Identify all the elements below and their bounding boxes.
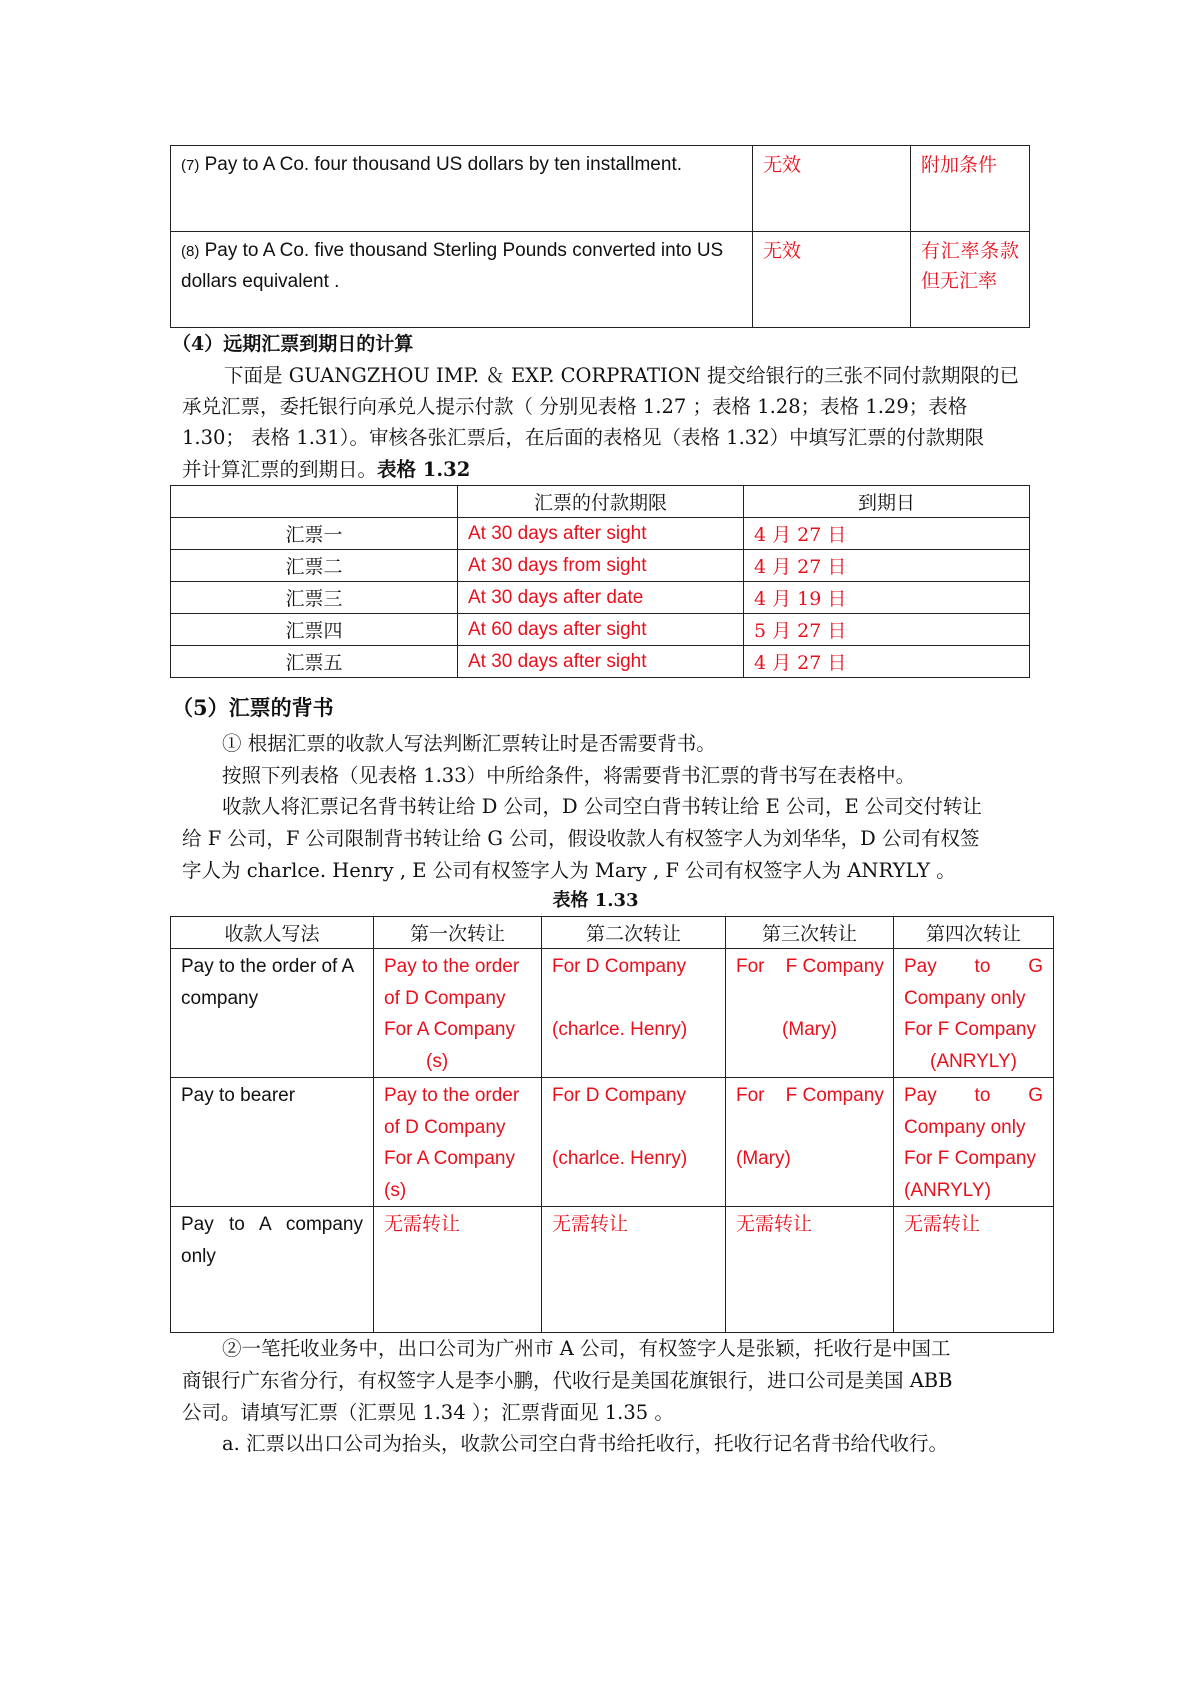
- payee-cell: Pay to bearer: [181, 1085, 296, 1106]
- header-tenor: 汇票的付款期限: [458, 486, 744, 518]
- section-5-heading: （5）汇票的背书: [172, 695, 334, 720]
- third-transfer-cell: For F Company (Mary): [736, 956, 884, 1040]
- draft-due-date: 4 月 27 日: [744, 646, 1030, 678]
- payee-cell: Pay to the order of A company: [181, 956, 355, 1009]
- table-row: [171, 614, 1030, 646]
- item-number: (8): [181, 243, 200, 260]
- first-transfer-cell: Pay to the order of D Company For A Company (s): [384, 1085, 520, 1201]
- table-row: [171, 949, 1054, 1078]
- draft-name: 汇票三: [171, 582, 458, 614]
- header-fourth-transfer: 第四次转让: [894, 917, 1054, 949]
- item-number: (7): [181, 157, 200, 174]
- header-first-transfer: 第一次转让: [374, 917, 542, 949]
- draft-name: 汇票五: [171, 646, 458, 678]
- validity-answer: 无效: [763, 154, 802, 176]
- second-transfer-cell: For D Company (charlce. Henry): [552, 956, 688, 1040]
- section-4-line-3: 1.30； 表格 1.31）。审核各张汇票后，在后面的表格见（表格 1.32）中填写汇票的付款期限: [182, 426, 985, 449]
- maturity-table: [170, 485, 1030, 678]
- table-header-row: [171, 486, 1030, 518]
- section-6-line-4: a. 汇票以出口公司为抬头，收款公司空白背书给托收行，托收行记名背书给代收行。: [222, 1432, 949, 1455]
- second-transfer-cell: For D Company (charlce. Henry): [552, 1085, 688, 1169]
- section-6-line-2: 商银行广东省分行，有权签字人是李小鹏，代收行是美国花旗银行，进口公司是美国 ABB: [182, 1369, 953, 1392]
- draft-tenor: At 30 days after sight: [458, 646, 744, 678]
- reason-answer: 有汇率条款但无汇率: [921, 240, 1019, 292]
- section-4-heading: （4）远期汇票到期日的计算: [172, 333, 414, 355]
- section-5-line-4: 给 F 公司，F 公司限制背书转让给 G 公司，假设收款人有权签字人为刘华华，D 公司有权签: [182, 827, 980, 850]
- header-second-transfer: 第二次转让: [542, 917, 726, 949]
- section-5-line-1: ① 根据汇票的收款人写法判断汇票转让时是否需要背书。: [222, 732, 716, 755]
- draft-due-date: 4 月 19 日: [744, 582, 1030, 614]
- section-4-line-1: 下面是 GUANGZHOU IMP. ＆ EXP. CORPRATION 提交给银行的三张不同付款期限的已: [224, 364, 1019, 387]
- table-header-row: [171, 917, 1054, 949]
- section-6-line-3: 公司。请填写汇票（汇票见 1.34 ）；汇票背面见 1.35 。: [182, 1401, 674, 1424]
- table-row: [171, 232, 1030, 328]
- fourth-transfer-cell: 无需转让: [904, 1213, 981, 1235]
- header-payee: 收款人写法: [171, 917, 374, 949]
- table-133-label: 表格 1.33: [552, 890, 639, 911]
- payee-cell: Pay to A company only: [181, 1214, 363, 1267]
- draft-due-date: 4 月 27 日: [744, 518, 1030, 550]
- endorsement-table: [170, 916, 1054, 1333]
- draft-name: 汇票一: [171, 518, 458, 550]
- second-transfer-cell: 无需转让: [552, 1213, 629, 1235]
- draft-validity-table: [170, 145, 1030, 328]
- table-row: [171, 550, 1030, 582]
- section-5-line-2: 按照下列表格（见表格 1.33）中所给条件，将需要背书汇票的背书写在表格中。: [222, 764, 916, 787]
- draft-name: 汇票四: [171, 614, 458, 646]
- validity-answer: 无效: [763, 240, 802, 262]
- draft-tenor: At 60 days after sight: [458, 614, 744, 646]
- draft-text: Pay to A Co. four thousand US dollars by ten installment.: [204, 154, 682, 175]
- section-4-line-4: 并计算汇票的到期日。: [182, 458, 378, 481]
- draft-tenor: At 30 days after date: [458, 582, 744, 614]
- table-row: [171, 518, 1030, 550]
- table-row: [171, 1207, 1054, 1333]
- third-transfer-cell: 无需转让: [736, 1213, 813, 1235]
- draft-due-date: 5 月 27 日: [744, 614, 1030, 646]
- fourth-transfer-cell: Pay to G Company only For F Company (ANRYLY): [904, 956, 1043, 1072]
- table-row: [171, 646, 1030, 678]
- table-row: [171, 582, 1030, 614]
- fourth-transfer-cell: Pay to G Company only For F Company (ANRYLY): [904, 1085, 1043, 1201]
- table-row: [171, 146, 1030, 232]
- draft-tenor: At 30 days from sight: [458, 550, 744, 582]
- section-5-line-3: 收款人将汇票记名背书转让给 D 公司，D 公司空白背书转让给 E 公司，E 公司交付转让: [222, 795, 982, 818]
- draft-due-date: 4 月 27 日: [744, 550, 1030, 582]
- table-132-label: 表格 1.32: [377, 458, 471, 481]
- reason-answer: 附加条件: [921, 154, 998, 176]
- first-transfer-cell: Pay to the order of D Company For A Company (s): [384, 956, 520, 1072]
- draft-text: Pay to A Co. five thousand Sterling Pounds converted into US dollars equivalent .: [181, 240, 724, 292]
- header-third-transfer: 第三次转让: [726, 917, 894, 949]
- first-transfer-cell: 无需转让: [384, 1213, 461, 1235]
- table-row: [171, 1078, 1054, 1207]
- header-due-date: 到期日: [744, 486, 1030, 518]
- section-4-line-2: 承兑汇票，委托银行向承兑人提示付款（ 分别见表格 1.27 ；表格 1.28；表格 1.29；表格: [182, 395, 968, 418]
- draft-tenor: At 30 days after sight: [458, 518, 744, 550]
- third-transfer-cell: For F Company (Mary): [736, 1085, 884, 1169]
- section-5-line-5: 字人为 charlce. Henry , E 公司有权签字人为 Mary , F 公司有权签字人为 ANRYLY 。: [182, 859, 956, 882]
- draft-name: 汇票二: [171, 550, 458, 582]
- section-6-line-1: ②一笔托收业务中，出口公司为广州市 A 公司，有权签字人是张颖，托收行是中国工: [222, 1337, 951, 1360]
